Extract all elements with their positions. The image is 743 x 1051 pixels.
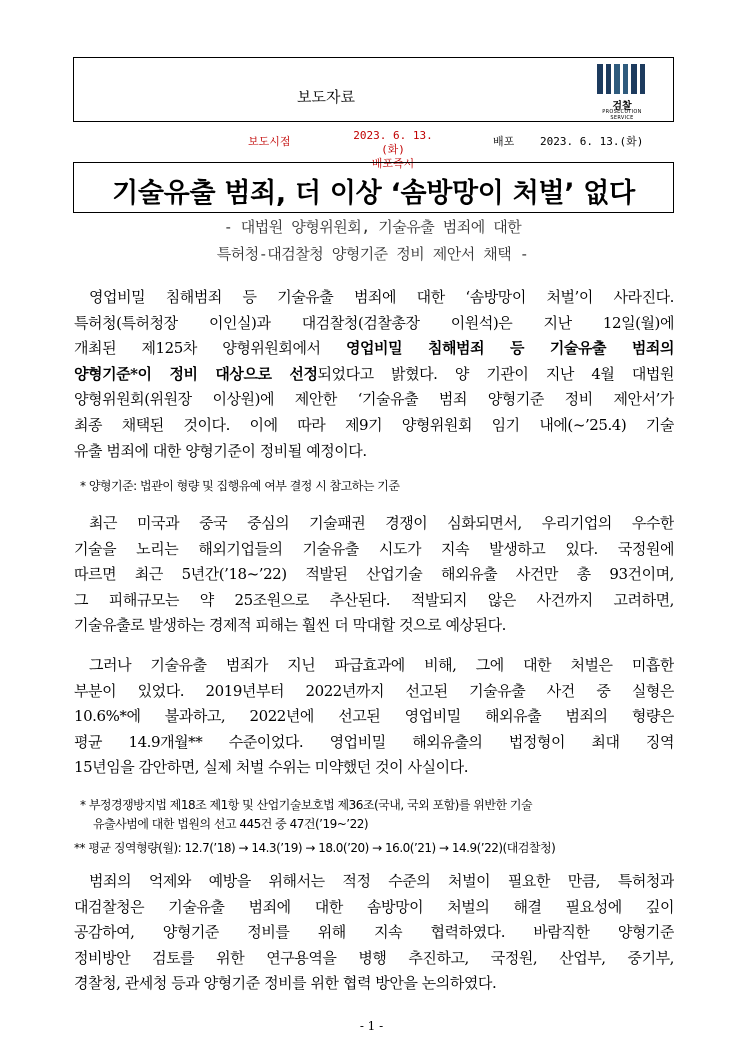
- p1-line-4: [74, 362, 674, 388]
- footnote-3: ** 평균 징역형량(월): 12.7(’18) → 14.3(’19) → 18.0(’20) → 16.0(’21) → 14.9(’22)(대검찰청): [74, 841, 556, 855]
- prosecution-logo: [591, 64, 653, 121]
- p1-line-5: 양형위원회(위원장 이상원)에 제안한 ‘기술유출 범죄 양형기준 정비 제안서’가: [74, 390, 674, 409]
- p1-line-1: 영업비밀 침해범죄 등 기술유출 범죄에 대한 ‘솜방망이 처벌’이 사라진다.: [89, 288, 674, 306]
- p1-line-4b: 되었다고 밝혔다. 양 기관이 지난 4월 대법원: [317, 364, 674, 383]
- distribution-label: 배포: [493, 135, 515, 148]
- logo-bars-icon: [597, 64, 645, 94]
- footnote-2-line-1: * 부정경쟁방지법 제18조 제1항 및 산업기술보호법 제36조(국내, 국외 포함)를 위반한 기술: [80, 798, 533, 812]
- p4-line-2: 대검찰청은 기술유출 범죄에 대한 솜방망이 처벌의 해결 필요성에 깊이: [74, 897, 674, 916]
- p2-line-3: 따르면 최근 5년간(’18~’22) 적발된 산업기술 해외유출 사건만 총 93건이며,: [74, 565, 674, 584]
- p4-line-4: 정비방안 검토를 위한 연구용역을 병행 추진하고, 국정원, 산업부, 중기부,: [74, 948, 674, 967]
- report-date: 2023. 6. 13.(화): [353, 129, 433, 156]
- p4-line-5: 경찰청, 관세청 등과 양형기준 정비를 위한 협력 방안을 논의하였다.: [74, 974, 497, 993]
- p3-line-4: 평균 14.9개월** 수준이었다. 영업비밀 해외유출의 법정형이 최대 징역: [74, 732, 674, 751]
- p1-line-3: [74, 336, 674, 362]
- p2-line-1: 최근 미국과 중국 중심의 기술패권 경쟁이 심화되면서, 우리기업의 우수한: [89, 514, 674, 532]
- p3-line-5: 15년임을 감안하면, 실제 처벌 수위는 미약했던 것이 사실이다.: [74, 758, 469, 777]
- paragraph-1: [74, 285, 674, 464]
- headline-box: [73, 162, 674, 213]
- footnote-2-line-2: 유출사범에 대한 법원의 선고 445건 중 47건(’19~’22): [93, 817, 369, 831]
- headline: 기술유출 범죄, 더 이상 ‘솜방망이 처벌’ 없다: [112, 178, 635, 209]
- p1-line-3a: 개최된 제125차 양형위원회에서: [74, 339, 346, 358]
- header-box: [73, 57, 674, 122]
- footnote-1: * 양형기준: 법관이 형량 및 집행유예 여부 결정 시 참고하는 기준: [80, 479, 400, 493]
- p2-line-4: 그 피해규모는 약 25조원으로 추산된다. 적발되지 않은 사건까지 고려하면,: [74, 590, 674, 609]
- logo-subtitle: PROSECUTION SERVICE: [602, 109, 642, 121]
- logo-name: 검찰: [612, 101, 632, 112]
- p2-line-5: 기술유출로 발생하는 경제적 피해는 훨씬 더 막대할 것으로 예상된다.: [74, 616, 506, 635]
- p1-line-2: 특허청(특허청장 이인실)과 대검찰청(검찰총장 이원석)은 지난 12일(월)에: [74, 313, 674, 332]
- paragraph-4: [74, 869, 674, 997]
- p1-line-6: 최종 채택된 것이다. 이에 따라 제9기 양형위원회 임기 내에(~’25.4) 기술: [74, 415, 674, 434]
- p4-line-1: 범죄의 억제와 예방을 위해서는 적정 수준의 처벌이 필요한 만큼, 특허청과: [89, 872, 674, 890]
- p2-line-2: 기술을 노리는 해외기업들의 기술유출 시도가 지속 발생하고 있다. 국정원에: [74, 539, 674, 558]
- p3-line-2: 부분이 있었다. 2019년부터 2022년까지 선고된 기술유출 사건 중 실형은: [74, 681, 674, 700]
- report-immediate: 배포즉시: [371, 157, 415, 170]
- distribution-date: 2023. 6. 13.(화): [540, 135, 644, 148]
- paragraph-2: [74, 511, 674, 639]
- p4-line-3: 공감하여, 양형기준 정비를 위해 지속 협력하였다. 바람직한 양형기준: [74, 923, 674, 942]
- doc-type: 보도자료: [297, 88, 355, 106]
- report-time-label: 보도시점: [248, 135, 291, 148]
- paragraph-3: [74, 653, 674, 781]
- p1-line-4a: 양형기준*이 정비 대상으로 선정: [74, 364, 318, 383]
- subtitle-line-1: - 대법원 양형위원회, 기술유출 범죄에 대한: [223, 218, 522, 236]
- p1-line-3b: 영업비밀 침해범죄 등 기술유출 범죄의: [345, 339, 674, 358]
- page-number: - 1 -: [359, 1019, 384, 1033]
- p1-line-7: 유출 범죄에 대한 양형기준이 정비될 예정이다.: [74, 441, 367, 460]
- p3-line-1: 그러나 기술유출 범죄가 지닌 파급효과에 비해, 그에 대한 처벌은 미흡한: [89, 656, 674, 674]
- subtitle-line-2: 특허청-대검찰청 양형기준 정비 제안서 채택 -: [216, 245, 529, 263]
- p3-line-3: 10.6%*에 불과하고, 2022년에 선고된 영업비밀 해외유출 범죄의 형량은: [74, 707, 674, 726]
